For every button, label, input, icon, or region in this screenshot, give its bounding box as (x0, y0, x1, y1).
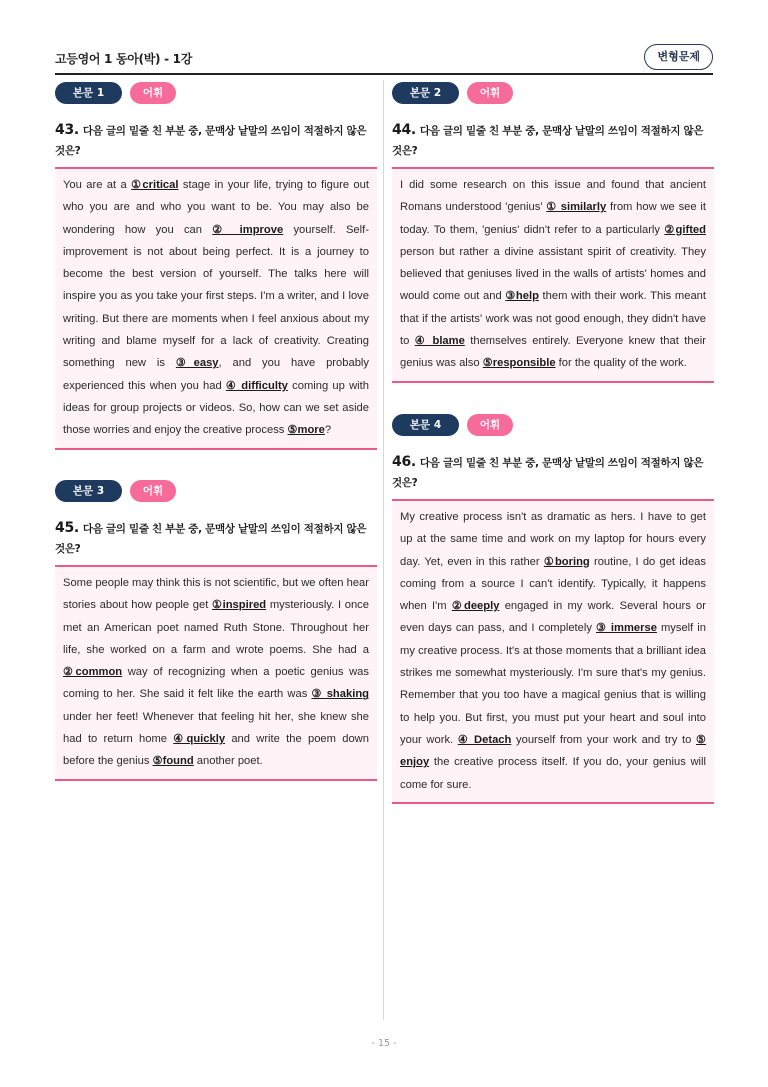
vocab-tag: 어휘 (130, 480, 176, 502)
passage-text: them with their work. This meant that if the artists' work was not good enough, they didn't have to (400, 290, 706, 348)
question-number: 45. (55, 520, 79, 536)
question-stem (55, 518, 377, 559)
question-text: 다음 글의 밑줄 친 부분 중, 문맥상 낱말의 쓰임이 적절하지 않은 것은? (55, 125, 367, 157)
passage-text: person but rather a divine assistant spirit of creativity. They believed that geniuses lived in the walls of artists' homes and would come out and (400, 245, 706, 303)
question-text: 다음 글의 밑줄 친 부분 중, 문맥상 낱말의 쓰임이 적절하지 않은 것은? (55, 523, 367, 555)
underlined-choice: ⑤ enjoy (400, 733, 706, 769)
passage-text: My creative process isn't as dramatic as hers. I have to get up at the same time and work on my laptop for hours every day. Yet, even in this rather (400, 511, 706, 568)
passage-text: another poet. (193, 755, 263, 768)
variant-question-badge: 변형문제 (644, 44, 713, 70)
passage-text: from how we see it today. To them, 'genius' didn't refer to a particularly (400, 201, 706, 236)
passage-text: myself in my creative process. It's at those moments that a brilliant idea strikes me somewhat mysteriously. I'm sure that's my genius. Remember that you too have a magical genius that is willing to help you. But first, you must put your heart and soul into your work. (400, 622, 706, 746)
header-rule (55, 73, 713, 75)
column-divider (383, 80, 384, 1020)
underlined-choice: ④ difficulty (225, 379, 288, 392)
section-43 (55, 82, 377, 450)
question-number: 46. (392, 454, 416, 470)
passage-text: under her feet! Whenever that feeling hit her, she knew she had to return home (63, 710, 369, 746)
page-number: - 15 - (371, 1038, 397, 1049)
passage-text: ? (324, 424, 332, 437)
section-tags (55, 480, 377, 504)
underlined-choice: ②gifted (664, 223, 706, 236)
passage-text: mysteriously. I once met an American poet named Ruth Stone. Throughout her life, she worked on a farm and wrote poems. She had a (63, 599, 369, 656)
underlined-choice: ⑤found (152, 755, 194, 768)
underlined-choice: ④quickly (173, 733, 226, 746)
vocab-tag: 어휘 (467, 414, 513, 436)
passage-text: I did some research on this issue and found that ancient Romans understood 'genius' (400, 179, 706, 214)
page-title: 고등영어 1 동아(박) - 1강 (55, 52, 192, 66)
passage-text: engaged in my work. Several hours or even days can pass, and I completely (400, 600, 706, 635)
underlined-choice: ①critical (131, 179, 179, 191)
passage-text: Some people may think this is not scientific, but we often hear stories about how people get (63, 577, 369, 612)
underlined-choice: ⑤more (287, 424, 325, 437)
underlined-choice: ①boring (543, 555, 590, 568)
underlined-choice: ③help (505, 290, 539, 303)
passage-text: and write the poem down before the genius (63, 733, 369, 768)
passage-text: You are at a (63, 179, 132, 191)
passage-box (55, 167, 377, 450)
question-stem (392, 452, 714, 493)
passage-text: the creative process itself. If you do, your genius will come for sure. (400, 756, 706, 791)
question-text: 다음 글의 밑줄 친 부분 중, 문맥상 낱말의 쓰임이 적절하지 않은 것은? (392, 457, 704, 489)
passage-text: yourself. Self-improvement is not about being perfect. It is a journey to become the best version of yourself. The talks here will inspire you as you take your first steps. I'm a writer, and I love writing. But there are moments when I feel anxious about my writing and blame myself for a lack of creativity. Creating something new is (63, 223, 369, 370)
underlined-choice: ④ blame (414, 335, 465, 348)
underlined-choice: ②deeply (451, 600, 500, 613)
passage-box (392, 499, 714, 804)
section-tags (392, 82, 714, 106)
passage-text: for the quality of the work. (555, 357, 687, 370)
passage-tag: 본문 1 (55, 82, 122, 104)
passage-text: way of recognizing when a poetic genius was coming to her. She said it felt like the earth was (63, 666, 369, 701)
underlined-choice: ③ shaking (311, 688, 369, 701)
passage-text: themselves entirely. Everyone knew that their genius was also (400, 335, 706, 370)
underlined-choice: ①inspired (212, 599, 267, 612)
section-46 (392, 414, 714, 804)
passage-text: yourself from your work and try to (511, 733, 696, 746)
passage-text: , and you have probably experienced this when you had (63, 357, 370, 392)
question-stem (55, 120, 377, 161)
underlined-choice: ⑤responsible (482, 357, 556, 370)
underlined-choice: ②common (63, 666, 123, 679)
section-tags (392, 414, 714, 438)
question-stem (392, 120, 714, 161)
underlined-choice: ③ immerse (595, 622, 657, 635)
underlined-choice: ③easy (175, 357, 219, 370)
passage-box (392, 167, 714, 383)
passage-tag: 본문 2 (392, 82, 459, 104)
section-44 (392, 82, 714, 383)
vocab-tag: 어휘 (467, 82, 513, 104)
underlined-choice: ④ Detach (457, 733, 512, 746)
question-text: 다음 글의 밑줄 친 부분 중, 문맥상 낱말의 쓰임이 적절하지 않은 것은? (392, 125, 704, 157)
section-45 (55, 480, 377, 781)
question-number: 44. (392, 122, 416, 138)
page-header (55, 44, 713, 76)
vocab-tag: 어휘 (130, 82, 176, 104)
passage-text: routine, I do get ideas coming from a source I can't identify. Typically, it happens when I'm (400, 555, 706, 613)
underlined-choice: ② improve (212, 223, 284, 236)
passage-text: stage in your life, trying to figure out who you are and who you want to be. You may also be wondering how you can (63, 179, 369, 236)
underlined-choice: ① similarly (546, 201, 607, 214)
section-tags (55, 82, 377, 106)
passage-tag: 본문 3 (55, 480, 122, 502)
passage-text: coming up with ideas for group projects or videos. So, how can we set aside those worries and enjoy the creative process (63, 379, 369, 437)
question-number: 43. (55, 122, 79, 138)
passage-box (55, 565, 377, 781)
passage-tag: 본문 4 (392, 414, 459, 436)
